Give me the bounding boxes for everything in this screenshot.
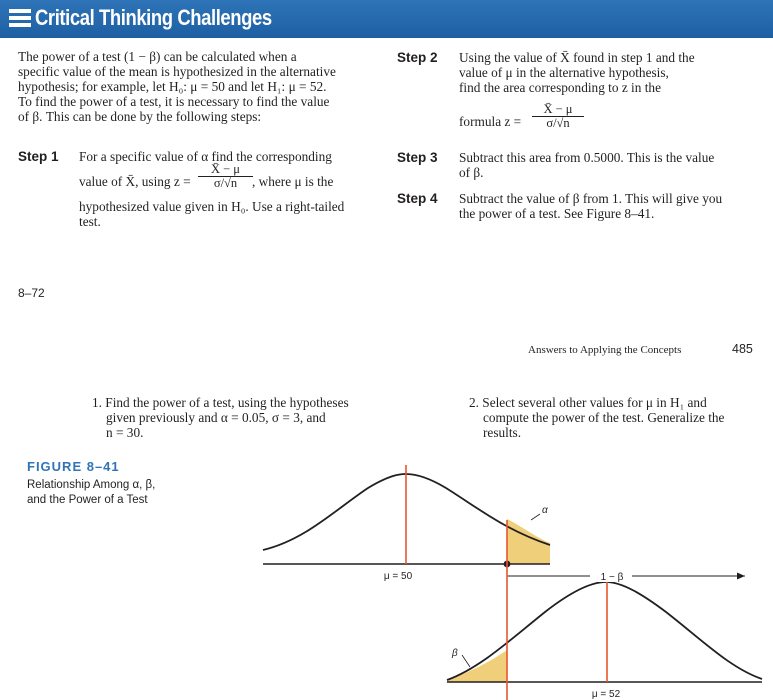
power-label: 1 − β [600,572,624,583]
question-line: compute the power of the test. Generalize the [483,410,725,425]
figure-label: FIGURE 8–41 [27,459,120,474]
formula-numerator: X̄ − μ [532,103,584,117]
question-line: results. [483,425,522,440]
section-title: Critical Thinking Challenges [35,5,272,30]
intro-line: hypothesis; for example, let H₀: μ = 50 and let H₁: μ = 52. [18,79,327,94]
beta-leader [462,655,470,667]
beta-label: β [452,648,458,659]
step-2-label: Step 2 [397,50,438,65]
question-line: given previously and α = 0.05, σ = 3, and [106,410,326,425]
step-3-line: Subtract this area from 0.5000. This is the value [459,150,715,165]
step-1-label: Step 1 [18,149,59,164]
alpha-region [507,519,550,564]
intro-line: of β. This can be done by the following steps: [18,109,262,124]
intro-line: specific value of the mean is hypothesized in the alternative [18,64,336,79]
question-line: 1. Find the power of a test, using the hypotheses [92,395,349,410]
alternative-mean-label: μ = 52 [591,689,621,700]
question-line: 2. Select several other values for μ in H₁ and [469,395,707,410]
formula-denominator: σ/√n [213,176,238,190]
arrowhead-icon [737,573,745,580]
running-head: Answers to Applying the Concepts [528,344,682,356]
step-4-line: Subtract the value of β from 1. This will give you [459,191,723,206]
left-page-number: 8–72 [18,286,45,300]
step-2-line: value of μ in the alternative hypothesis, [459,65,669,80]
step-2-line: formula z = [459,114,522,129]
step-4-line: the power of a test. See Figure 8–41. [459,206,655,221]
step-2-line: find the area corresponding to z in the [459,80,661,95]
formula-numerator: X̄ − μ [198,163,253,177]
caption-line: and the Power of a Test [27,494,148,506]
question-line: n = 30. [106,425,144,440]
step-1-line: hypothesized value given in H₀. Use a right-tailed [79,199,345,214]
step-1-line: , where μ is the [252,174,334,189]
alpha-label: α [542,505,548,516]
intro-line: To find the power of a test, it is necessary to find the value [18,94,330,109]
null-mean-label: μ = 50 [383,571,413,582]
step-3-label: Step 3 [397,150,438,165]
step-1-line: value of X̄, using z = [79,174,191,189]
alpha-leader [531,514,540,520]
step-1-line: test. [79,214,101,229]
step-4-label: Step 4 [397,191,438,206]
step-2-line: Using the value of X̄ found in step 1 and the [459,50,695,65]
step-1-line: For a specific value of α find the corresponding [79,149,332,164]
intro-line: The power of a test (1 − β) can be calculated when a [18,49,297,64]
step-3-line: of β. [459,165,484,180]
formula-denominator: σ/√n [546,116,570,130]
caption-line: Relationship Among α, β, [27,479,156,491]
right-page-number: 485 [732,342,753,356]
